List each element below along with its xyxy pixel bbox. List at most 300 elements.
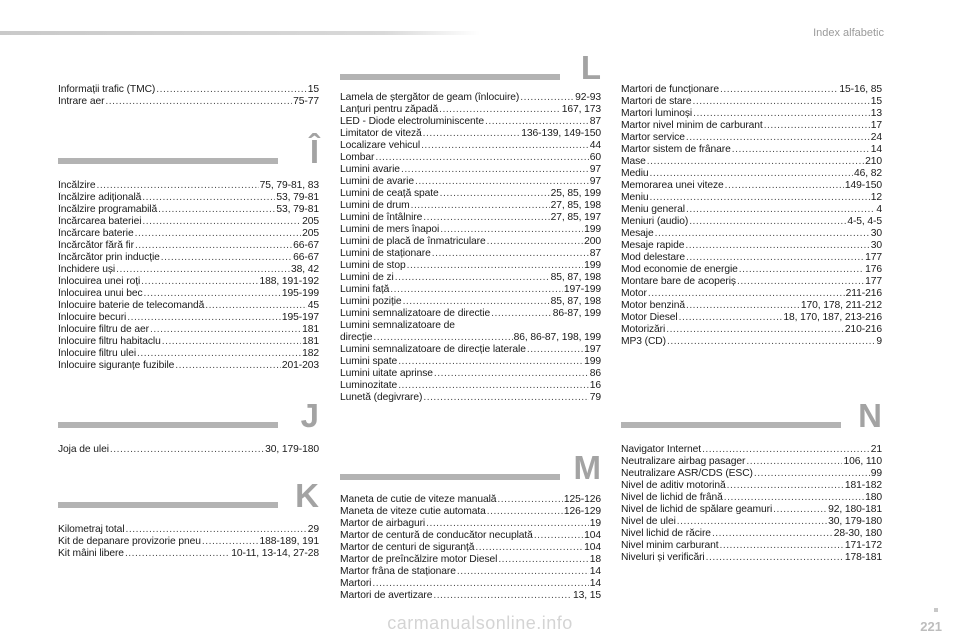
index-entry xyxy=(621,516,882,528)
index-term: Închidere uși xyxy=(58,264,116,275)
index-term: Lumini de placă de înmatriculare xyxy=(340,236,486,247)
index-page-refs: 27, 85, 197 xyxy=(550,212,601,223)
index-page-refs: 13 xyxy=(870,108,882,119)
index-page-refs: 53, 79-81 xyxy=(276,204,319,215)
index-entry xyxy=(621,192,882,204)
index-page-refs: 60 xyxy=(589,152,601,163)
index-term: Lombar xyxy=(340,152,375,163)
leader-dots xyxy=(125,548,230,560)
leader-dots xyxy=(144,288,281,300)
index-term: Lumini semnalizatoare de direcție laterale xyxy=(340,344,526,355)
index-entry xyxy=(340,566,601,578)
index-entry xyxy=(621,552,882,564)
leader-dots xyxy=(739,264,864,276)
index-term: Înlocuirea unui bec xyxy=(58,288,143,299)
leader-dots xyxy=(498,554,588,566)
index-page-refs: 181-182 xyxy=(844,480,882,491)
index-page-refs: 12 xyxy=(870,192,882,203)
index-term: Martor de centură de conducător necuplată xyxy=(340,530,533,541)
leader-dots xyxy=(175,360,281,372)
leader-dots xyxy=(142,216,301,228)
leader-dots xyxy=(142,192,275,204)
index-entry xyxy=(58,276,319,288)
index-entry xyxy=(58,348,319,360)
index-page-refs: 205 xyxy=(302,228,319,239)
entry-list xyxy=(340,494,601,602)
index-entry xyxy=(621,324,882,336)
index-entry xyxy=(621,216,882,228)
leader-dots xyxy=(423,128,521,140)
leader-dots xyxy=(439,104,561,116)
index-entry xyxy=(340,368,601,380)
index-entry xyxy=(621,144,882,156)
leader-dots xyxy=(135,240,292,252)
index-entry xyxy=(621,96,882,108)
index-entry xyxy=(340,320,601,332)
index-term: MP3 (CD) xyxy=(621,336,666,347)
section-divider xyxy=(58,158,278,164)
index-page-refs: 136-139, 149-150 xyxy=(521,128,601,139)
section-header xyxy=(58,472,319,514)
index-entry xyxy=(621,120,882,132)
index-entry xyxy=(340,296,601,308)
index-page-refs: 10-11, 13-14, 27-28 xyxy=(231,548,319,559)
index-term: Martor sistem de frânare xyxy=(621,144,731,155)
index-term: Neutralizare airbag pasager xyxy=(621,456,746,467)
index-entry xyxy=(621,456,882,468)
index-entry xyxy=(621,228,882,240)
section-letter: L xyxy=(580,49,601,86)
index-term: Lumini poziție xyxy=(340,296,402,307)
index-page-refs: 44 xyxy=(589,140,601,151)
leader-dots xyxy=(158,204,275,216)
index-page-refs: 53, 79-81 xyxy=(276,192,319,203)
index-page-refs: 75-77 xyxy=(293,96,319,107)
index-page-refs: 38, 42 xyxy=(290,264,319,275)
index-page-refs: 210 xyxy=(865,156,882,167)
index-entry xyxy=(621,444,882,456)
index-entry xyxy=(621,300,882,312)
index-page-refs: 25, 85, 199 xyxy=(550,188,601,199)
leader-dots xyxy=(689,216,846,228)
index-entry xyxy=(340,284,601,296)
index-term: Martori xyxy=(340,578,372,589)
leader-dots xyxy=(746,456,842,468)
index-entry xyxy=(58,444,319,456)
leader-dots xyxy=(773,504,827,516)
index-page-refs: 16 xyxy=(589,380,601,391)
index-term: Martori de funcționare xyxy=(621,84,719,95)
index-entry xyxy=(621,288,882,300)
index-term: Montare bare de acoperiș xyxy=(621,276,736,287)
index-page-refs: 177 xyxy=(865,276,882,287)
index-term: Lumini de avarie xyxy=(340,176,414,187)
index-page-refs: 30, 179-180 xyxy=(265,444,319,455)
index-entry xyxy=(621,204,882,216)
leader-dots xyxy=(411,200,550,212)
index-entry xyxy=(340,128,601,140)
index-page-refs: 182 xyxy=(302,348,319,359)
index-page-refs: 199 xyxy=(584,356,601,367)
index-term: Limitator de viteză xyxy=(340,128,422,139)
index-page-refs: 200 xyxy=(584,236,601,247)
index-entry xyxy=(58,548,319,560)
section-M xyxy=(340,444,601,602)
index-page-refs: 104 xyxy=(584,530,601,541)
leader-dots xyxy=(724,492,864,504)
index-entry xyxy=(621,468,882,480)
leader-dots xyxy=(497,494,563,506)
index-page-refs: 85, 87, 198 xyxy=(550,296,601,307)
index-page-refs: 46, 82 xyxy=(853,168,882,179)
index-entry xyxy=(340,164,601,176)
index-entry xyxy=(621,108,882,120)
leader-dots xyxy=(375,152,588,164)
section-divider xyxy=(340,474,560,480)
index-page-refs: 188-189, 191 xyxy=(259,536,319,547)
entry-list xyxy=(58,84,319,108)
index-entry xyxy=(621,84,882,96)
index-page-refs: 126-129 xyxy=(563,506,601,517)
leader-dots xyxy=(390,284,563,296)
index-page-refs: 201-203 xyxy=(281,360,319,371)
index-term: Înlocuire filtru de aer xyxy=(58,324,149,335)
section-divider xyxy=(58,502,278,508)
index-entry xyxy=(58,312,319,324)
section-letter: Î xyxy=(309,133,319,170)
leader-dots xyxy=(487,236,583,248)
index-term: Martor de airbaguri xyxy=(340,518,426,529)
index-page-refs: 30, 179-180 xyxy=(828,516,882,527)
leader-dots xyxy=(686,132,870,144)
index-page-refs: 171-172 xyxy=(844,540,882,551)
index-term: Lumini de întâlnire xyxy=(340,212,423,223)
index-entry xyxy=(621,252,882,264)
entry-list xyxy=(340,92,601,404)
index-term: Martor de preîncălzire motor Diesel xyxy=(340,554,498,565)
index-term: Martori luminoși xyxy=(621,108,693,119)
leader-dots xyxy=(666,324,844,336)
leader-dots xyxy=(650,168,853,180)
leader-dots xyxy=(126,524,307,536)
index-page-refs: 24 xyxy=(870,132,882,143)
index-entry xyxy=(340,506,601,518)
index-term: Maneta de viteze cutie automata xyxy=(340,506,486,517)
index-entry xyxy=(58,536,319,548)
section-header xyxy=(340,44,601,86)
section-letter: M xyxy=(573,449,601,486)
index-term: Maneta de cutie de viteze manuală xyxy=(340,494,497,505)
leader-dots xyxy=(686,204,875,216)
leader-dots xyxy=(667,336,875,348)
index-entry xyxy=(621,336,882,348)
leader-dots xyxy=(116,264,290,276)
index-term: Nivel lichid de răcire xyxy=(621,528,711,539)
index-page-refs: 125-126 xyxy=(563,494,601,505)
index-term: Încărcarea bateriei xyxy=(58,216,142,227)
index-entry xyxy=(58,180,319,192)
leader-dots xyxy=(162,336,301,348)
index-term: Nivel de lichid de spălare geamuri xyxy=(621,504,773,515)
leader-dots xyxy=(527,344,583,356)
index-entry xyxy=(340,344,601,356)
page-number: 221 xyxy=(920,619,942,634)
index-page-refs: 106, 110 xyxy=(843,456,882,467)
index-term: Încărcător prin inducție xyxy=(58,252,160,263)
index-entry xyxy=(340,224,601,236)
section-header xyxy=(340,444,601,486)
index-entry xyxy=(340,392,601,404)
section-divider xyxy=(621,422,841,428)
index-page-refs: 199 xyxy=(584,260,601,271)
index-term: Nivel de ulei xyxy=(621,516,676,527)
index-entry xyxy=(621,480,882,492)
index-entry xyxy=(58,336,319,348)
index-page-refs: 19 xyxy=(589,518,601,529)
index-entry xyxy=(340,578,601,590)
index-term: Informații trafic (TMC) xyxy=(58,84,156,95)
index-page-refs: 92, 180-181 xyxy=(828,504,882,515)
entry-list xyxy=(58,180,319,372)
index-entry xyxy=(621,492,882,504)
leader-dots xyxy=(135,228,302,240)
leader-dots xyxy=(434,368,589,380)
section-J xyxy=(58,392,319,456)
index-entry xyxy=(58,288,319,300)
index-page-refs: 75, 79-81, 83 xyxy=(259,180,319,191)
index-term: Înlocuire filtru habitaclu xyxy=(58,336,161,347)
index-entry xyxy=(340,152,601,164)
leader-dots xyxy=(96,180,258,192)
leader-dots xyxy=(137,348,301,360)
index-term: Lumini de staționare xyxy=(340,248,431,259)
page-header-title: Index alfabetic xyxy=(813,27,884,39)
leader-dots xyxy=(720,84,838,96)
index-term: Niveluri și verificări xyxy=(621,552,705,563)
leader-dots xyxy=(141,276,258,288)
index-entry xyxy=(340,116,601,128)
index-term: LED - Diode electroluminiscente xyxy=(340,116,484,127)
index-page-refs: 195-197 xyxy=(281,312,319,323)
index-term: direcție xyxy=(340,332,373,343)
leader-dots xyxy=(398,356,583,368)
index-term: Înlocuire filtru ulei xyxy=(58,348,137,359)
section-divider xyxy=(340,74,560,80)
index-term: Înlocuire siguranțe fuzibile xyxy=(58,360,175,371)
index-page-refs: 170, 178, 211-212 xyxy=(800,300,882,311)
index-entry xyxy=(621,540,882,552)
leader-dots xyxy=(754,468,870,480)
index-page-refs: 87 xyxy=(589,248,601,259)
index-term: Kilometraj total xyxy=(58,524,125,535)
index-term: Încălzire xyxy=(58,180,96,191)
entry-list xyxy=(58,524,319,560)
index-term: Meniuri (audio) xyxy=(621,216,689,227)
leader-dots xyxy=(712,528,833,540)
index-entry xyxy=(621,180,882,192)
index-term: Meniu xyxy=(621,192,649,203)
index-page-refs: 167, 173 xyxy=(561,104,601,115)
index-entry xyxy=(58,84,319,96)
index-entry xyxy=(340,494,601,506)
leader-dots xyxy=(520,92,574,104)
leader-dots xyxy=(440,224,583,236)
leader-dots xyxy=(485,116,589,128)
index-entry xyxy=(340,236,601,248)
section-top-continuation xyxy=(58,84,319,108)
leader-dots xyxy=(457,566,589,578)
index-term: Înlocuire baterie de telecomandă xyxy=(58,300,205,311)
index-page-refs: 178-181 xyxy=(844,552,882,563)
index-term: Mod economie de energie xyxy=(621,264,738,275)
leader-dots xyxy=(421,140,589,152)
index-term: Martor de centuri de siguranță xyxy=(340,542,475,553)
index-page-refs: 199 xyxy=(584,224,601,235)
index-entry xyxy=(621,132,882,144)
index-page-refs: 30 xyxy=(870,228,882,239)
leader-dots xyxy=(433,590,572,602)
index-term: Lumini spate xyxy=(340,356,398,367)
index-term: Neutralizare ASR/CDS (ESC) xyxy=(621,468,753,479)
index-term: Nivel de aditiv motorină xyxy=(621,480,726,491)
index-term: Lumini de stop xyxy=(340,260,406,271)
index-term: Lumini de mers înapoi xyxy=(340,224,440,235)
index-term: Motor Diesel xyxy=(621,312,678,323)
index-term: Localizare vehicul xyxy=(340,140,421,151)
section-L xyxy=(340,44,601,404)
index-page-refs: 85, 87, 198 xyxy=(550,272,601,283)
leader-dots xyxy=(534,530,583,542)
index-page-refs: 30 xyxy=(870,240,882,251)
index-page-refs: 13, 15 xyxy=(572,590,601,601)
leader-dots xyxy=(440,188,550,200)
index-entry xyxy=(340,212,601,224)
index-page-refs: 29 xyxy=(307,524,319,535)
index-page-refs: 181 xyxy=(302,336,319,347)
index-term: Lumini semnalizatoare de xyxy=(340,320,455,331)
index-term: Încălzire adițională xyxy=(58,192,142,203)
section-I xyxy=(58,128,319,372)
leader-dots xyxy=(423,392,588,404)
index-entry xyxy=(340,176,601,188)
index-page-refs: 18, 170, 187, 213-216 xyxy=(783,312,882,323)
index-entry xyxy=(621,240,882,252)
index-entry xyxy=(58,216,319,228)
index-page-refs: 15 xyxy=(870,96,882,107)
index-term: Lumini de drum xyxy=(340,200,410,211)
entry-list xyxy=(58,444,319,456)
leader-dots xyxy=(686,252,864,264)
index-entry xyxy=(340,332,601,344)
index-term: Motorizări xyxy=(621,324,666,335)
leader-dots xyxy=(395,272,550,284)
leader-dots xyxy=(156,84,306,96)
index-page-refs: 87 xyxy=(589,116,601,127)
leader-dots xyxy=(150,324,301,336)
index-page-refs: 14 xyxy=(589,566,601,577)
index-term: Joja de ulei xyxy=(58,444,109,455)
leader-dots xyxy=(401,164,589,176)
index-term: Mod delestare xyxy=(621,252,685,263)
index-term: Martor nivel minim de carburant xyxy=(621,120,763,131)
header-rule xyxy=(0,31,480,35)
leader-dots xyxy=(648,288,845,300)
index-page-refs: 181 xyxy=(302,324,319,335)
index-page-refs: 18 xyxy=(589,554,601,565)
leader-dots xyxy=(685,240,869,252)
leader-dots xyxy=(398,380,589,392)
leader-dots xyxy=(732,144,870,156)
index-entry xyxy=(621,276,882,288)
leader-dots xyxy=(487,506,563,518)
index-term: Lumini de ceață spate xyxy=(340,188,439,199)
leader-dots xyxy=(415,176,589,188)
index-entry xyxy=(340,140,601,152)
index-page-refs: 4-5, 4-5 xyxy=(847,216,882,227)
index-term: Lumini față xyxy=(340,284,390,295)
index-term: Lumini uitate aprinse xyxy=(340,368,433,379)
index-entry xyxy=(340,248,601,260)
index-term: Motor xyxy=(621,288,647,299)
index-term: Martor frâna de staționare xyxy=(340,566,456,577)
index-term: Lumini de zi xyxy=(340,272,394,283)
watermark: carmanualsonline.info xyxy=(387,613,573,633)
index-term: Memorarea unei viteze xyxy=(621,180,724,191)
index-term: Lunetă (degivrare) xyxy=(340,392,423,403)
leader-dots xyxy=(725,180,844,192)
index-page-refs: 45 xyxy=(307,300,319,311)
index-entry xyxy=(58,240,319,252)
index-page-refs: 104 xyxy=(584,542,601,553)
index-entry xyxy=(340,188,601,200)
leader-dots xyxy=(426,518,589,530)
index-page-refs: 99 xyxy=(870,468,882,479)
index-entry xyxy=(340,92,601,104)
section-header xyxy=(58,392,319,434)
index-entry xyxy=(58,300,319,312)
index-entry xyxy=(58,228,319,240)
index-term: Înlocuirea unei roți xyxy=(58,276,141,287)
section-header xyxy=(621,392,882,434)
index-page-refs: 86, 86-87, 198, 199 xyxy=(513,332,601,343)
index-entry xyxy=(621,156,882,168)
index-entry xyxy=(58,264,319,276)
leader-dots xyxy=(491,308,552,320)
leader-dots xyxy=(423,212,549,224)
leader-dots xyxy=(647,156,864,168)
index-term: Meniu general xyxy=(621,204,685,215)
entry-list xyxy=(621,84,882,348)
index-page-refs: 15-16, 85 xyxy=(839,84,882,95)
index-entry xyxy=(340,356,601,368)
index-page-refs: 205 xyxy=(302,216,319,227)
index-page-refs: 176 xyxy=(865,264,882,275)
index-entry xyxy=(58,204,319,216)
leader-dots xyxy=(105,96,292,108)
index-term: Martori de avertizare xyxy=(340,590,433,601)
leader-dots xyxy=(432,248,589,260)
index-term: Martor service xyxy=(621,132,685,143)
index-entry xyxy=(340,260,601,272)
leader-dots xyxy=(719,540,843,552)
index-term: Navigator Internet xyxy=(621,444,702,455)
index-term: Kit de depanare provizorie pneu xyxy=(58,536,201,547)
index-page-refs: 211-216 xyxy=(845,288,882,299)
index-term: Lumini semnalizatoare de directie xyxy=(340,308,491,319)
leader-dots xyxy=(650,192,870,204)
index-term: Luminozitate xyxy=(340,380,398,391)
section-letter: N xyxy=(858,397,882,434)
